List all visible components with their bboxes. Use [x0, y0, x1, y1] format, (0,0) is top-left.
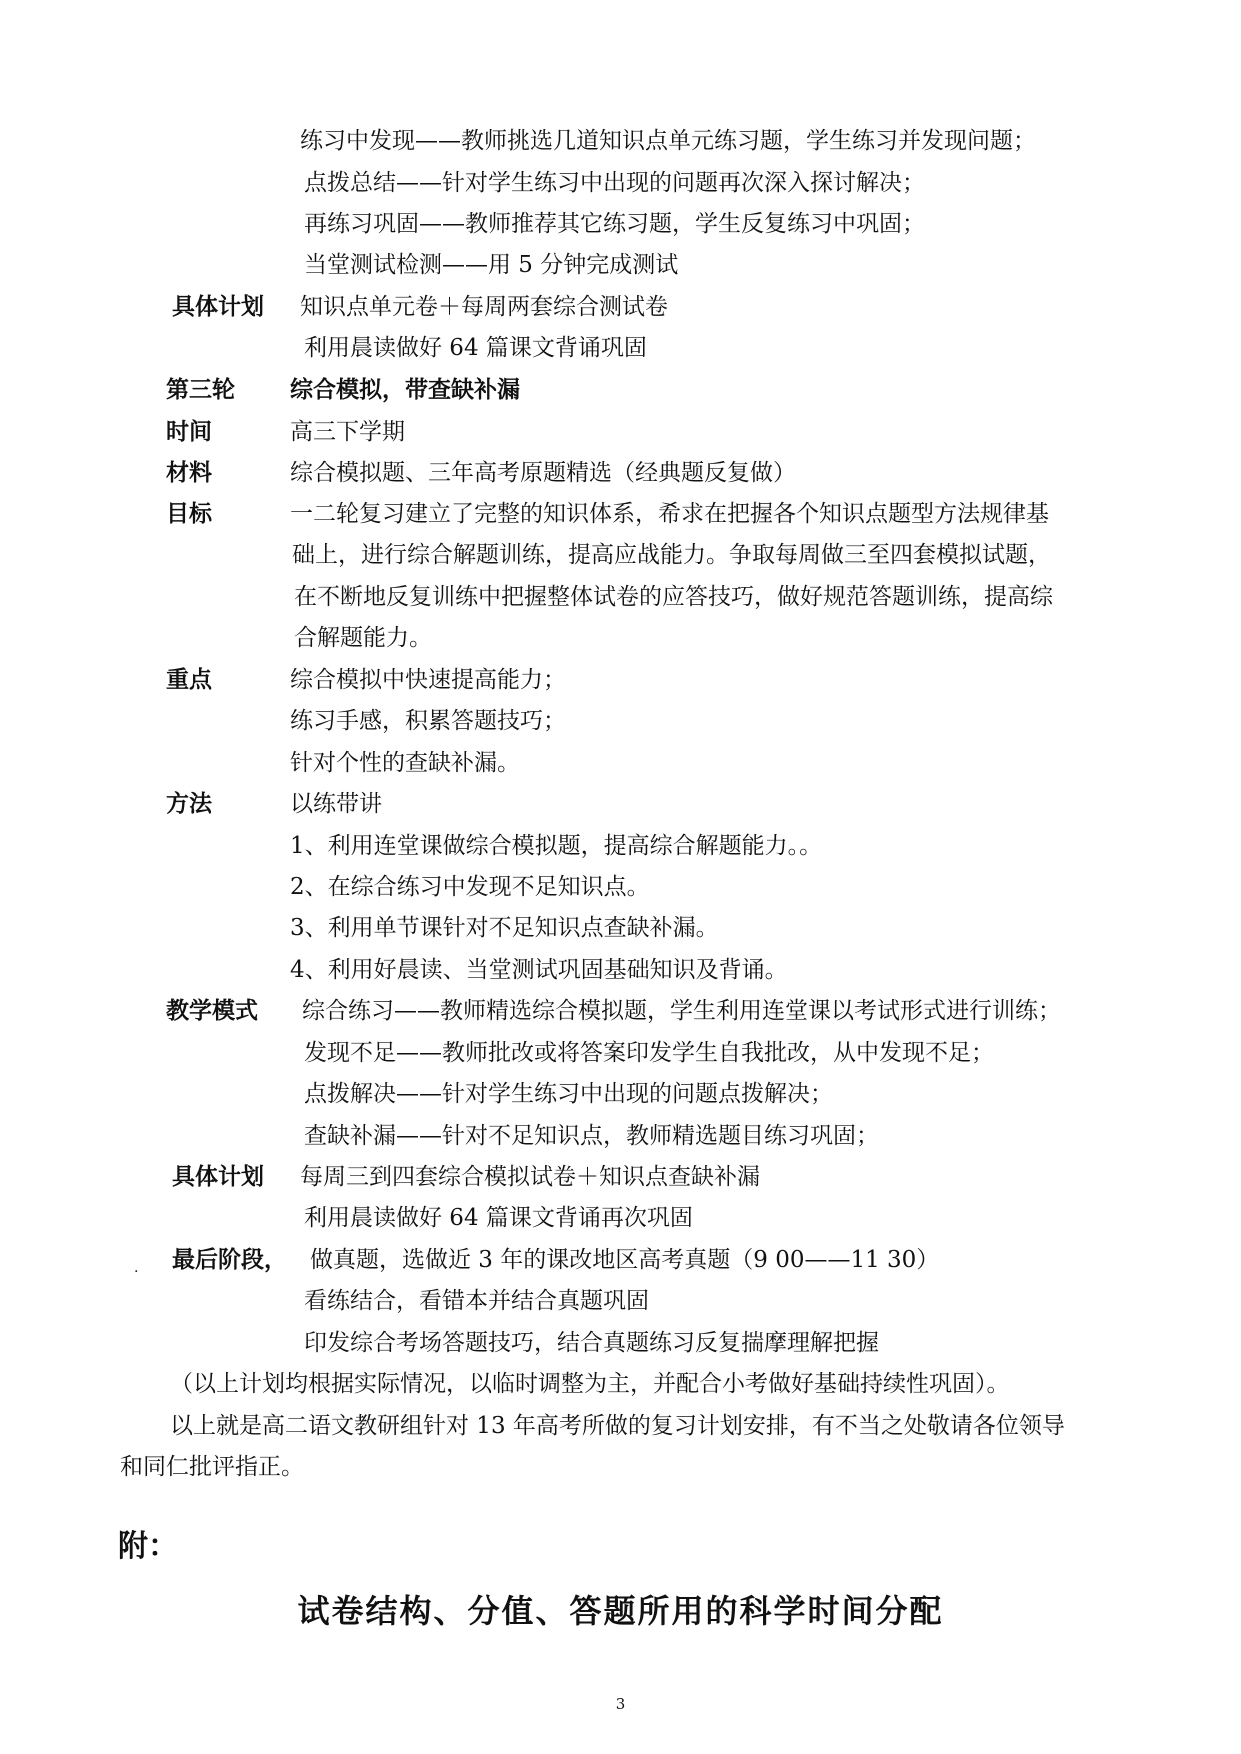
step-line: 再练习巩固——教师推荐其它练习题，学生反复练习中巩固； [304, 211, 925, 237]
final-line: 做真题，选做近 3 年的课改地区高考真题（9 00——11 30） [310, 1247, 940, 1273]
plan-label: 具体计划 [172, 1164, 264, 1190]
plan-line: 利用晨读做好 64 篇课文背诵再次巩固 [304, 1205, 693, 1231]
closing-line: 以上就是高二语文教研组针对 13 年高考所做的复习计划安排，有不当之处敬请各位领导 [170, 1413, 1065, 1439]
step-line: 练习中发现——教师挑选几道知识点单元练习题，学生练习并发现问题； [300, 128, 1036, 154]
final-line: 印发综合考场答题技巧，结合真题练习反复揣摩理解把握 [304, 1330, 879, 1356]
mode-line: 发现不足——教师批改或将答案印发学生自我批改，从中发现不足； [304, 1040, 994, 1066]
appendix-title: 试卷结构、分值、答题所用的科学时间分配 [297, 1592, 944, 1630]
goal-line: 一二轮复习建立了完整的知识体系，希求在把握各个知识点题型方法规律基 [290, 501, 1049, 527]
focus-line: 针对个性的查缺补漏。 [290, 750, 520, 776]
goal-label: 目标 [166, 501, 212, 527]
mode-line: 综合练习——教师精选综合模拟题，学生利用连堂课以考试形式进行训练； [302, 998, 1061, 1024]
goal-line: 在不断地反复训练中把握整体试卷的应答技巧，做好规范答题训练，提高综 [294, 584, 1053, 610]
focus-line: 综合模拟中快速提高能力； [290, 667, 566, 693]
step-line: 当堂测试检测——用 5 分钟完成测试 [304, 252, 679, 278]
mode-line: 查缺补漏——针对不足知识点，教师精选题目练习巩固； [304, 1123, 879, 1149]
final-label: 最后阶段， [172, 1247, 287, 1273]
plan-label: 具体计划 [172, 294, 264, 320]
focus-line: 练习手感，积累答题技巧； [290, 708, 566, 734]
goal-line: 合解题能力。 [294, 625, 432, 651]
plan-line: 每周三到四套综合模拟试卷＋知识点查缺补漏 [300, 1164, 760, 1190]
goal-line: 础上，进行综合解题训练，提高应战能力。争取每周做三至四套模拟试题， [292, 542, 1051, 568]
appendix-label: 附： [118, 1529, 178, 1564]
round-title: 综合模拟，带查缺补漏 [290, 377, 520, 403]
focus-label: 重点 [166, 667, 212, 693]
time-label: 时间 [166, 419, 212, 445]
note-text: （以上计划均根据实际情况，以临时调整为主，并配合小考做好基础持续性巩固）。 [170, 1371, 1010, 1397]
material-value: 综合模拟题、三年高考原题精选（经典题反复做） [290, 460, 796, 486]
plan-line: 利用晨读做好 64 篇课文背诵巩固 [304, 335, 647, 361]
method-label: 方法 [166, 791, 212, 817]
page-number: 3 [615, 1695, 626, 1713]
time-value: 高三下学期 [290, 419, 405, 445]
method-line: 3、利用单节课针对不足知识点查缺补漏。 [290, 915, 719, 941]
method-line: 以练带讲 [290, 791, 382, 817]
round-label: 第三轮 [166, 377, 235, 403]
material-label: 材料 [166, 460, 212, 486]
method-line: 1、利用连堂课做综合模拟题，提高综合解题能力。。 [290, 833, 823, 859]
method-line: 2、在综合练习中发现不足知识点。 [290, 874, 650, 900]
mode-label: 教学模式 [166, 998, 258, 1024]
step-line: 点拨总结——针对学生练习中出现的问题再次深入探讨解决； [304, 170, 925, 196]
mode-line: 点拨解决——针对学生练习中出现的问题点拨解决； [304, 1081, 833, 1107]
final-line: 看练结合，看错本并结合真题巩固 [304, 1288, 649, 1314]
plan-line: 知识点单元卷＋每周两套综合测试卷 [300, 294, 668, 320]
closing-line: 和同仁批评指正。 [120, 1454, 304, 1480]
method-line: 4、利用好晨读、当堂测试巩固基础知识及背诵。 [290, 957, 788, 983]
stray-dot: . [134, 1260, 139, 1276]
